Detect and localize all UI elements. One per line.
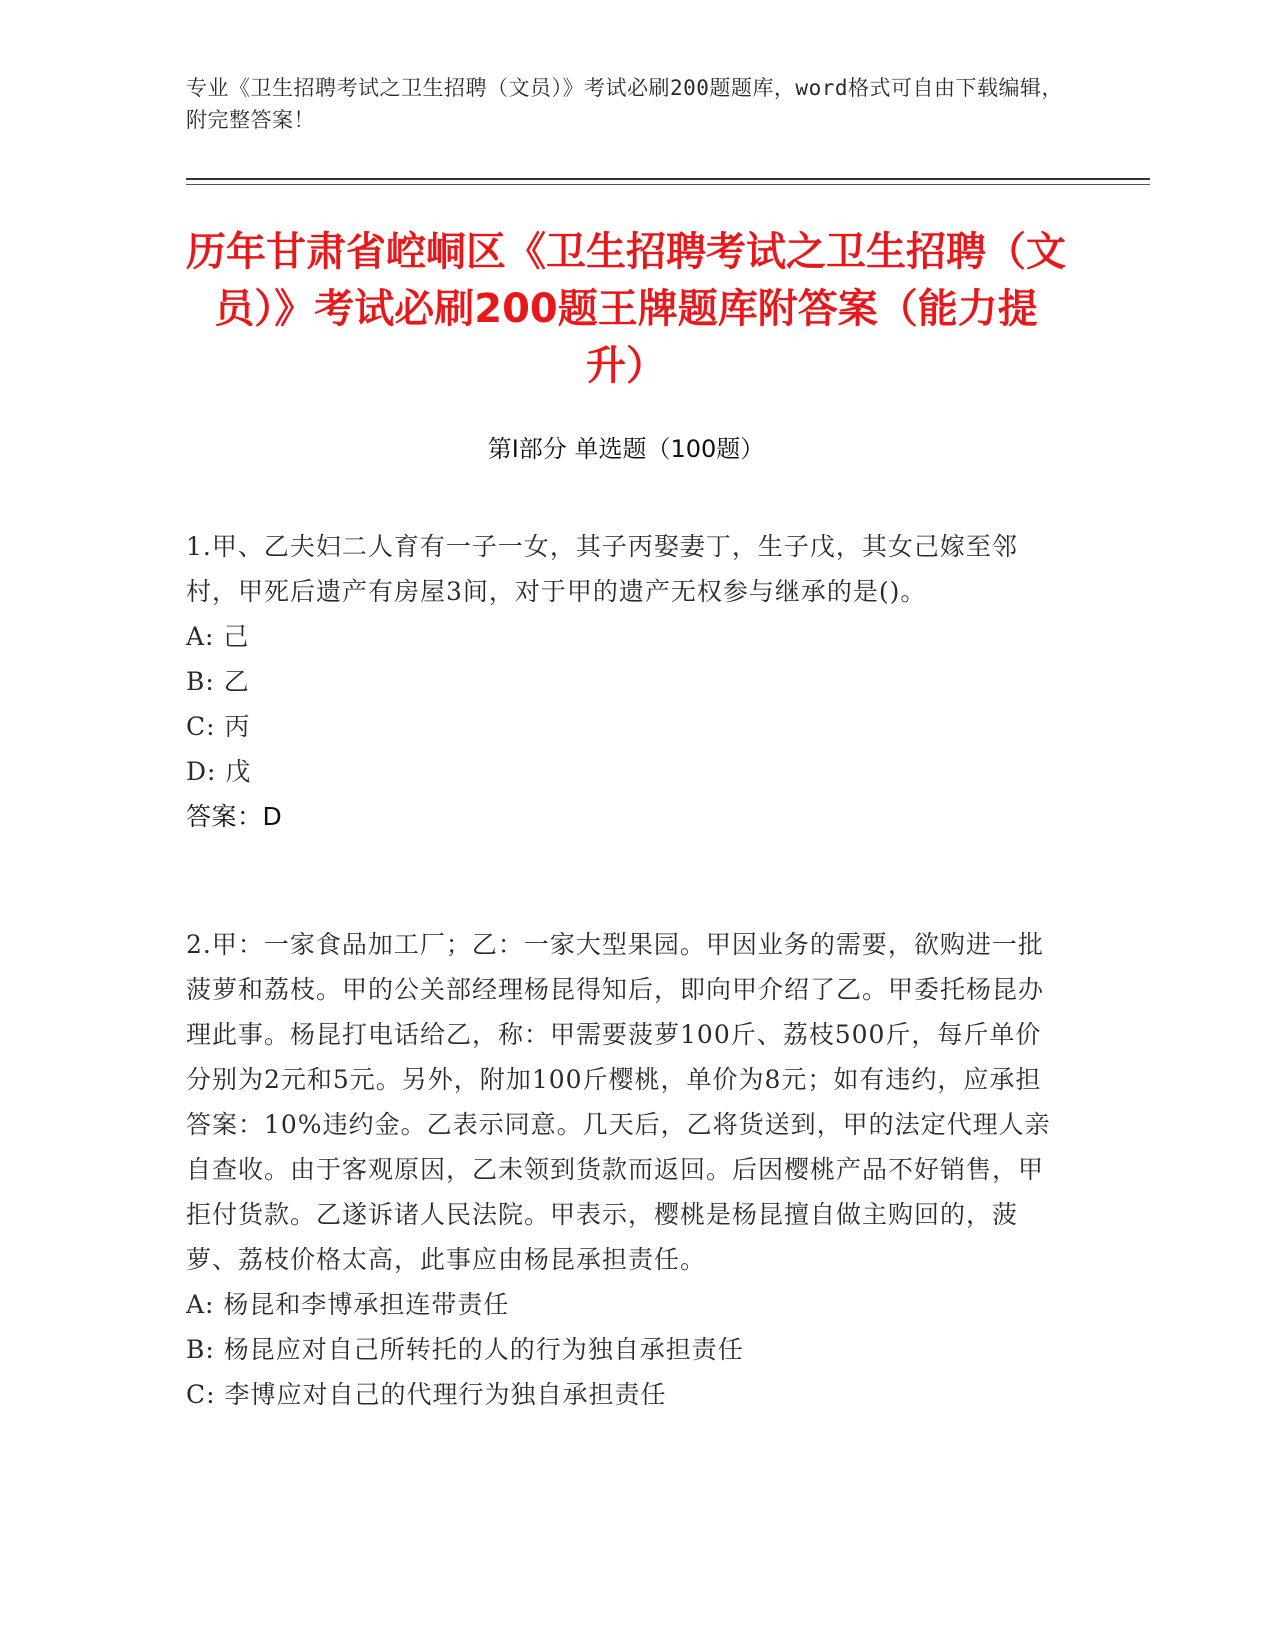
question-1-option-a: A: 己 bbox=[186, 622, 250, 651]
header-note: 专业《卫生招聘考试之卫生招聘（文员）》考试必刷200题题库，word格式可自由下载编辑，附完整答案！ bbox=[186, 76, 1063, 132]
question-1-option-b: B: 乙 bbox=[186, 667, 250, 696]
question-2-text: 2.甲：一家食品加工厂；乙：一家大型果园。甲因业务的需要，欲购进一批菠萝和荔枝。甲的公关部经理杨昆得知后，即向甲介绍了乙。甲委托杨昆办理此事。杨昆打电话给乙，称：甲需要菠萝100斤、荔枝500斤，每斤单价分别为2元和5元。另外，附加100斤樱桃，单价为8元；如有违约，应承担答案：10%违约金。乙表示同意。几天后，乙将货送到，甲的法定代理人亲自查收。由于客观原因，乙未领到货款而返回。后因樱桃产品不好销售，甲拒付货款。乙遂诉诸人民法院。甲表示，樱桃是杨昆擅自做主购回的，菠萝、荔枝价格太高，此事应由杨昆承担责任。 bbox=[186, 930, 1051, 1274]
question-2-option-c: C: 李博应对自己的代理行为独自承担责任 bbox=[186, 1380, 667, 1409]
header-divider-thick bbox=[186, 178, 1150, 180]
header-divider-thin bbox=[186, 184, 1150, 185]
question-2-option-a: A: 杨昆和李博承担连带责任 bbox=[186, 1290, 510, 1319]
question-1-option-d: D: 戊 bbox=[186, 757, 252, 786]
section-heading: 第Ⅰ部分 单选题（100题） bbox=[487, 435, 765, 463]
question-1-answer: 答案：D bbox=[186, 802, 283, 831]
document-title: 历年甘肃省崆峒区《卫生招聘考试之卫生招聘（文员）》考试必刷200题王牌题库附答案（能力提升） bbox=[186, 229, 1066, 389]
question-2-option-b: B: 杨昆应对自己所转托的人的行为独自承担责任 bbox=[186, 1335, 744, 1364]
question-1-option-c: C: 丙 bbox=[186, 712, 251, 741]
question-2 bbox=[186, 922, 1066, 1417]
question-1-text: 1.甲、乙夫妇二人育有一子一女，其子丙娶妻丁，生子戊，其女己嫁至邻村，甲死后遗产有房屋3间，对于甲的遗产无权参与继承的是()。 bbox=[186, 532, 1018, 606]
question-1 bbox=[186, 524, 1066, 839]
